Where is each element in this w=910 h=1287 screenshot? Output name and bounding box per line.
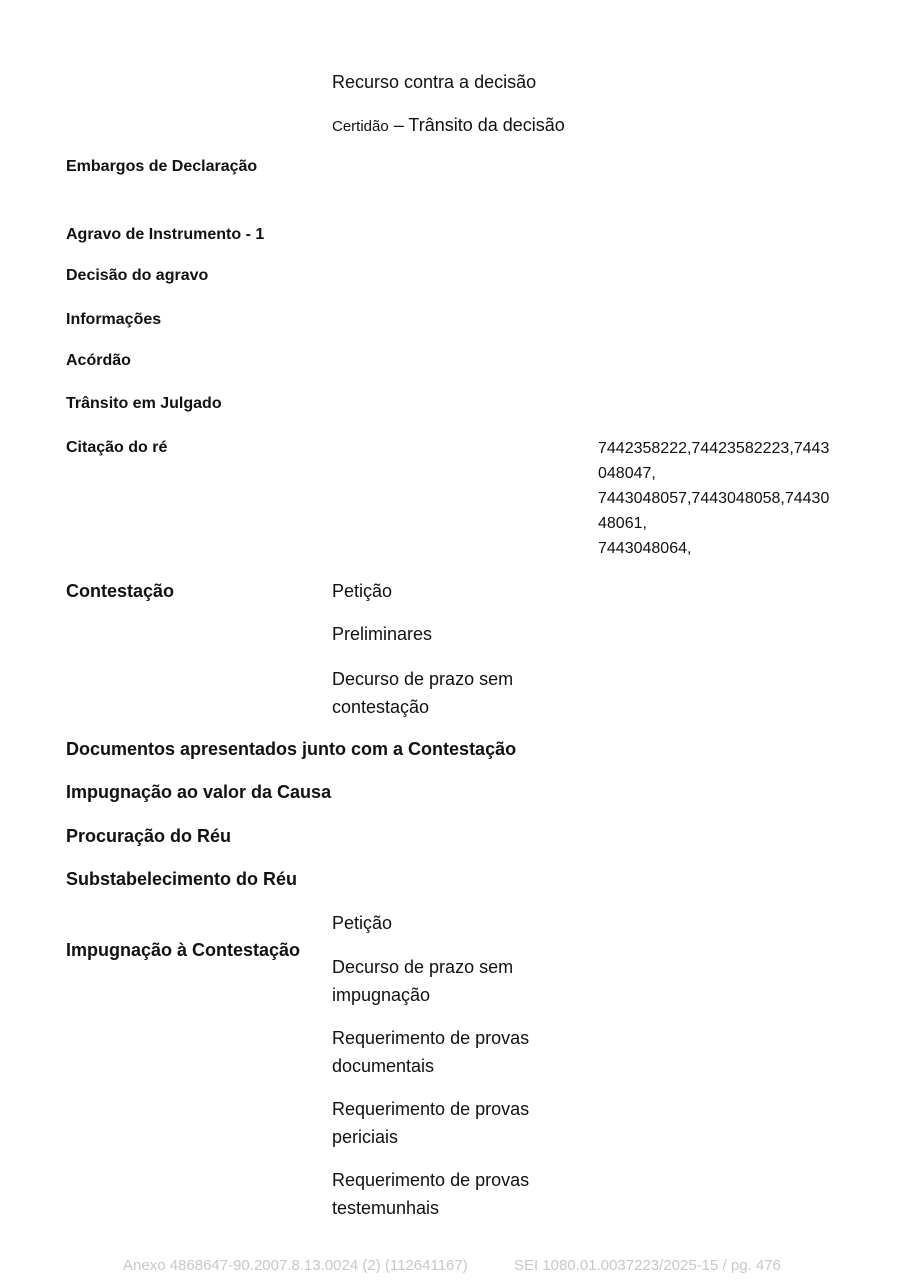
- citacao-codes: [598, 436, 858, 561]
- impugnacao-decurso-prazo: Decurso de prazo sem impugnação: [332, 957, 514, 1005]
- label-informacoes: Informações: [66, 311, 162, 328]
- label-impugnacao-contestacao: Impugnação à Contestação: [66, 940, 301, 960]
- contestacao-preliminares: Preliminares: [332, 624, 433, 644]
- contestacao-peticao: Petição: [332, 581, 393, 601]
- label-documentos-contestacao: Documentos apresentados junto com a Contestação: [66, 739, 517, 759]
- citacao-code-line: 7443048057,7443048058,74430: [598, 490, 830, 507]
- impugnacao-provas-documentais: Requerimento de provas documentais: [332, 1028, 530, 1076]
- label-acordao: Acórdão: [66, 352, 131, 369]
- certidao-transito-decisao: [332, 115, 565, 136]
- label-citacao-re: Citação do ré: [66, 439, 168, 456]
- impugnacao-provas-testemunhais: Requerimento de provas testemunhais: [332, 1170, 530, 1218]
- label-procuracao-reu: Procuração do Réu: [66, 826, 232, 846]
- impugnacao-peticao: Petição: [332, 913, 393, 933]
- label-transito-julgado: Trânsito em Julgado: [66, 395, 222, 412]
- footer-anexo: Anexo 4868647-90.2007.8.13.0024 (2) (112641167): [123, 1257, 468, 1274]
- contestacao-decurso-prazo: Decurso de prazo sem contestação: [332, 669, 514, 717]
- label-substabelecimento-reu: Substabelecimento do Réu: [66, 869, 298, 889]
- label-agravo-instrumento: Agravo de Instrumento - 1: [66, 226, 265, 243]
- label-embargos-declaracao: Embargos de Declaração: [66, 158, 258, 175]
- citacao-code-line: 048047,: [598, 465, 656, 482]
- impugnacao-provas-periciais: Requerimento de provas periciais: [332, 1099, 530, 1147]
- label-decisao-agravo: Decisão do agravo: [66, 267, 209, 284]
- label-impugnacao-valor-causa: Impugnação ao valor da Causa: [66, 782, 332, 802]
- certidao-prefix: Certidão: [332, 118, 389, 135]
- recurso-contra-decisao: Recurso contra a decisão: [332, 72, 537, 92]
- citacao-code-line: 7442358222,74423582223,7443: [598, 440, 830, 457]
- citacao-code-line: 48061,: [598, 515, 647, 532]
- footer-sei-page: SEI 1080.01.0037223/2025-15 / pg. 476: [514, 1257, 781, 1274]
- certidao-rest: Trânsito da decisão: [408, 115, 565, 135]
- certidao-dash: –: [388, 115, 409, 135]
- label-contestacao: Contestação: [66, 581, 175, 601]
- citacao-code-line: 7443048064,: [598, 540, 692, 557]
